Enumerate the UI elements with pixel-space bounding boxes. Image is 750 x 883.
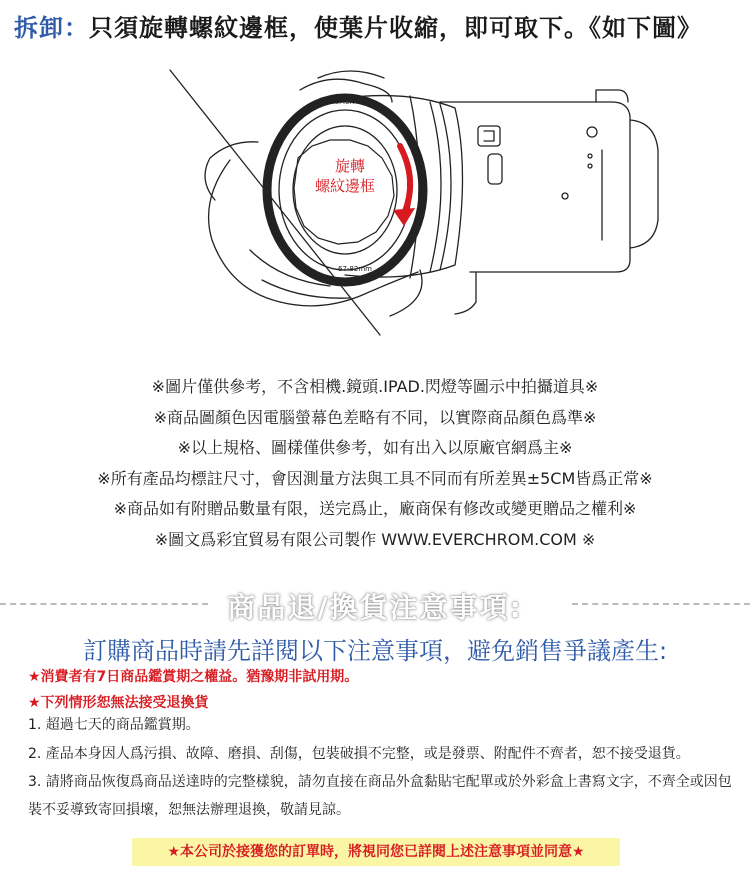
return-rule-1: 1. 超過七天的商品鑑賞期。 [28,717,200,733]
agreement-banner: ★本公司於接獲您的訂單時，將視同您已詳閱上述注意事項並同意★ [132,838,620,866]
section-divider [0,586,750,622]
note-line: ※所有產品均標註尺寸，會因測量方法與工具不同而有所差異±5CM皆爲正常※ [97,468,653,488]
note-line: ※以上規格、圖樣僅供參考，如有出入以原廠官網爲主※ [177,438,573,457]
return-rule-3: 3. 請將商品恢復爲商品送達時的完整樣貌，請勿直接在商品外盒黏貼宅配單或於外彩盒上書寫文字，不齊全或因包裝不妥導致寄回損壞，恕無法辦理退換，敬請見諒。 [28,774,732,818]
heading-lead: 拆卸： [14,14,89,42]
ring-size-label: 67-82mm [338,265,372,273]
notice-heading: 訂購商品時請先詳閱以下注意事項，避免銷售爭議產生: [82,637,668,665]
product-illustration [0,50,750,368]
disclaimer-notes [0,372,750,555]
no-return-note: ★下列情形恕無法接受退換貨 [28,695,209,711]
note-line: ※商品圖顏色因電腦螢幕色差略有不同，以實際商品顏色爲準※ [153,407,597,427]
thread-frame-annotation: 螺紋邊框 [314,177,376,195]
page-heading [14,8,702,43]
section-title: 商品退/換貨注意事項: [227,591,523,624]
heading-text: 只須旋轉螺紋邊框，使葉片收縮，即可取下。《如下圖》 [89,14,702,42]
note-line: ※圖片僅供參考，不含相機.鏡頭.IPAD.閃燈等圖示中拍攝道具※ [151,377,599,396]
return-rule-2: 2. 產品本身因人爲污損、故障、磨損、刮傷，包裝破損不完整，或是發票、附配件不齊者，恕不接受退貨。 [28,746,690,762]
camera-grip [630,120,658,248]
appreciation-period-note: ★消費者有7日商品鑑賞期之權益。猶豫期非試用期。 [28,669,359,685]
rotate-annotation: 旋轉 [334,157,366,175]
rotate-arrow-head-icon [393,208,415,226]
hand [209,160,418,306]
ring-brand-label: BioMori [328,98,355,106]
note-line: ※圖文爲彩宜貿易有限公司製作 WWW.EVERCHROM.COM ※ [154,529,596,549]
rotate-arrow-icon [400,146,410,214]
note-line: ※商品如有附贈品數量有限，送完爲止，廠商保有修改或變更贈品之權利※ [113,499,637,518]
